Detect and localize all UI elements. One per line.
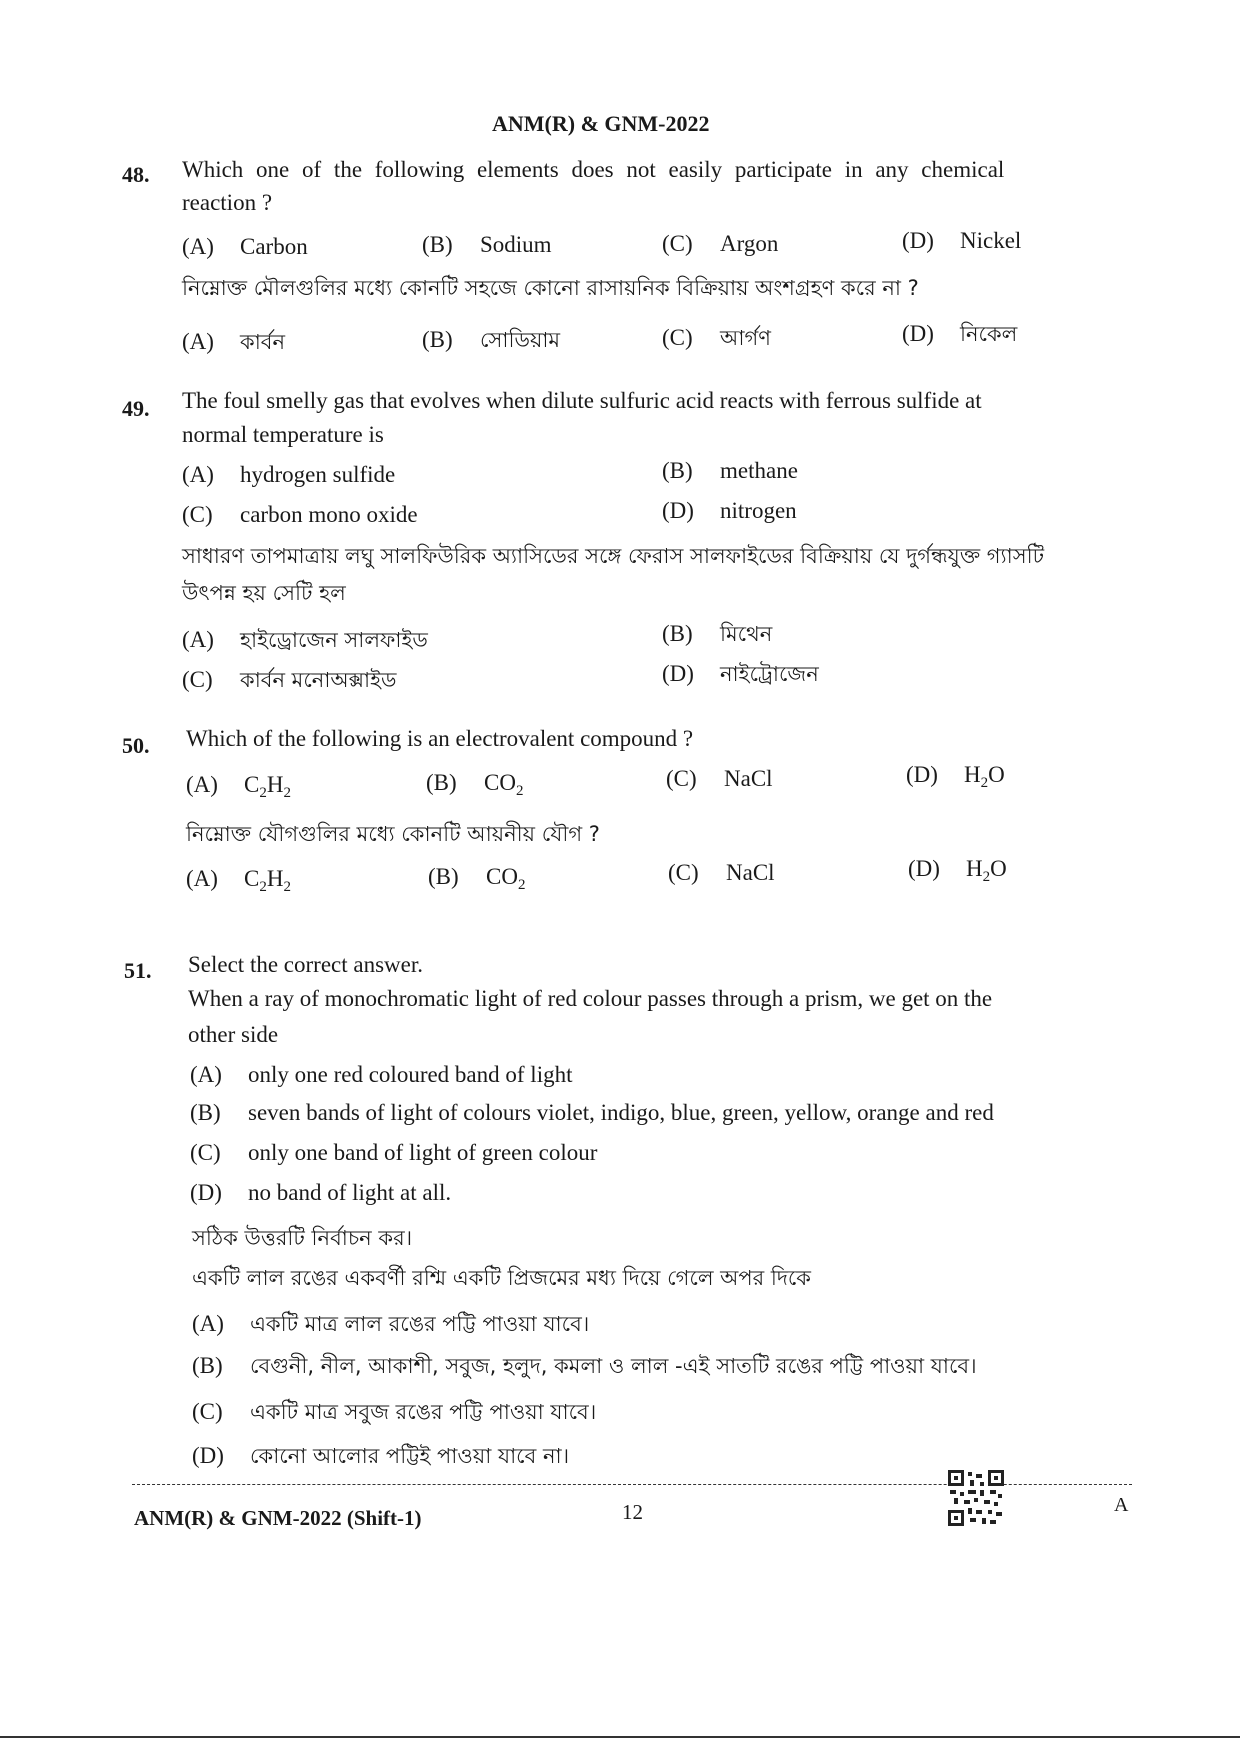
option-b-bengali: (B) $CO_2$ [428, 864, 526, 893]
option-b-bengali: (B) বেগুনী, নীল, আকাশী, সবুজ, হলুদ, কমলা ও লাল -এই সাতটি রঙের পট্টি পাওয়া যাবে। [192, 1353, 977, 1378]
option-a: (A) hydrogen sulfide [182, 462, 396, 487]
option-a: (A) Carbon [182, 234, 308, 259]
qr-code [948, 1470, 1004, 1526]
question-number: 51. [124, 958, 152, 983]
option-b-bengali: (B) সোডিয়াম [422, 327, 561, 352]
question-text: The foul smelly gas that evolves when dilute sulfuric acid reacts with ferrous sulfide at [182, 388, 982, 413]
page-number: 12 [622, 1500, 643, 1524]
option-b: (B) seven bands of light of colours violet, indigo, blue, green, yellow, orange and red [190, 1100, 994, 1125]
question-number: 50. [122, 733, 150, 758]
question-text: Which one of the following elements does not easily participate in any chemical [182, 157, 1005, 182]
question-text-bengali: নিম্নোক্ত মৌলগুলির মধ্যে কোনটি সহজে কোনো রাসায়নিক বিক্রিয়ায় অংশগ্রহণ করে না ? [182, 276, 919, 300]
option-c-bengali: (C) আর্গণ [662, 325, 771, 350]
question-text: reaction ? [182, 190, 273, 215]
option-c-bengali: (C) একটি মাত্র সবুজ রঙের পট্টি পাওয়া যাবে। [192, 1399, 597, 1424]
option-b: (B) methane [662, 458, 798, 483]
question-intro-bengali: সঠিক উত্তরটি নির্বাচন কর। [192, 1226, 413, 1250]
option-a-bengali: (A) হাইড্রোজেন সালফাইড [182, 627, 428, 652]
option-b: (B) $CO_2$ [426, 770, 524, 799]
option-c: (C) carbon mono oxide [182, 502, 418, 527]
question-number: 48. [122, 162, 150, 187]
option-d: (D) $H_2O$ [906, 762, 1005, 791]
option-c-bengali: (C) NaCl [668, 860, 775, 885]
question-set-code: A [1114, 1494, 1129, 1516]
question-text: other side [188, 1022, 279, 1047]
page-header-title: ANM(R) & GNM-2022 [492, 111, 710, 136]
question-text: When a ray of monochromatic light of red colour passes through a prism, we get on the [188, 986, 993, 1011]
footer-exam-code: ANM(R) & GNM-2022 (Shift-1) [134, 1506, 422, 1530]
option-d-bengali: (D) কোনো আলোর পট্টিই পাওয়া যাবে না। [192, 1443, 570, 1468]
question-text-bengali: উৎপন্ন হয় সেটি হল [182, 581, 346, 605]
option-a-bengali: (A) $C_2H_2$ [186, 866, 291, 895]
option-d: (D) nitrogen [662, 498, 797, 523]
option-a-bengali: (A) একটি মাত্র লাল রঙের পট্টি পাওয়া যাবে। [192, 1311, 590, 1336]
option-c: (C) only one band of light of green colour [190, 1140, 598, 1165]
option-d-bengali: (D) $H_2O$ [908, 856, 1007, 885]
option-d: (D) Nickel [902, 228, 1022, 253]
option-d: (D) no band of light at all. [190, 1180, 452, 1205]
option-b: (B) Sodium [422, 232, 552, 257]
question-text-bengali: একটি লাল রঙের একবর্ণী রশ্মি একটি প্রিজমের মধ্য দিয়ে গেলে অপর দিকে [192, 1266, 811, 1290]
question-text: Which of the following is an electrovalent compound ? [186, 726, 694, 751]
option-b-bengali: (B) মিথেন [662, 621, 773, 646]
question-text-bengali: সাধারণ তাপমাত্রায় লঘু সালফিউরিক অ্যাসিডের সঙ্গে ফেরাস সালফাইডের বিক্রিয়ায় যে দুর্গন্ধযুক্ত গ্যাসটি [182, 544, 1045, 568]
option-c: (C) NaCl [666, 766, 773, 791]
question-intro: Select the correct answer. [188, 952, 423, 977]
option-a: (A) $C_2H_2$ [186, 772, 291, 801]
question-text: normal temperature is [182, 422, 384, 447]
option-d-bengali: (D) নিকেল [902, 321, 1018, 346]
option-d-bengali: (D) নাইট্রোজেন [662, 661, 819, 686]
option-a-bengali: (A) কার্বন [182, 329, 286, 354]
option-c-bengali: (C) কার্বন মনোঅক্সাইড [182, 667, 397, 692]
option-a: (A) only one red coloured band of light [190, 1062, 573, 1087]
question-number: 49. [122, 396, 150, 421]
question-text-bengali: নিম্নোক্ত যৌগগুলির মধ্যে কোনটি আয়নীয় যৌগ ? [186, 822, 600, 846]
bottom-rule [0, 1736, 1240, 1738]
option-c: (C) Argon [662, 231, 779, 256]
